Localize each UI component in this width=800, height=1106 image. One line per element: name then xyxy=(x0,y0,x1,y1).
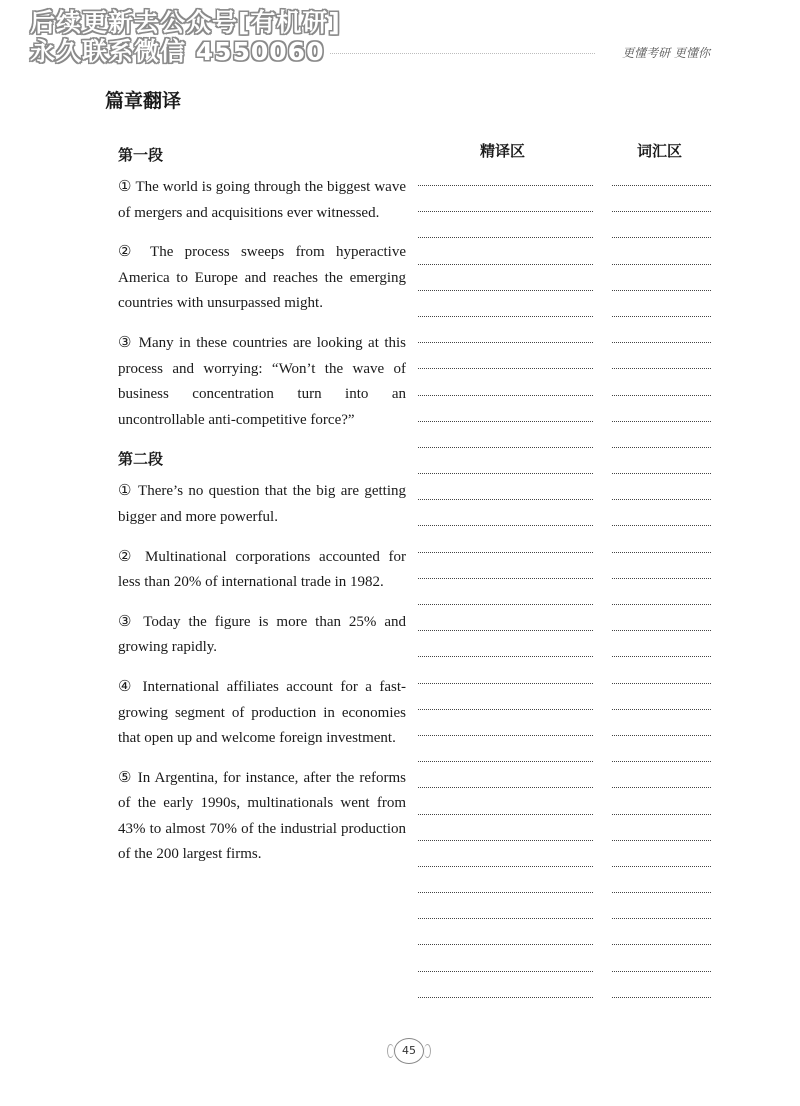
page-number: 45 xyxy=(394,1038,424,1064)
writing-line xyxy=(418,421,593,422)
writing-line xyxy=(612,185,711,186)
writing-line xyxy=(418,447,593,448)
writing-line xyxy=(612,578,711,579)
writing-line xyxy=(612,473,711,474)
writing-line xyxy=(418,552,593,553)
writing-line xyxy=(418,368,593,369)
writing-line xyxy=(418,211,593,212)
writing-line xyxy=(418,473,593,474)
writing-line xyxy=(418,944,593,945)
writing-line xyxy=(612,499,711,500)
section-title: 篇章翻译 xyxy=(105,90,182,112)
writing-line xyxy=(612,892,711,893)
writing-line xyxy=(612,997,711,998)
writing-line xyxy=(418,316,593,317)
writing-line xyxy=(612,264,711,265)
writing-line xyxy=(612,840,711,841)
paragraph-label: 第一段 xyxy=(118,146,164,164)
writing-line xyxy=(418,971,593,972)
writing-line xyxy=(418,604,593,605)
vocabulary-column-header: 词汇区 xyxy=(637,142,683,160)
watermark xyxy=(30,8,350,66)
header-divider xyxy=(330,53,595,54)
writing-line xyxy=(612,918,711,919)
writing-line xyxy=(418,185,593,186)
writing-line xyxy=(418,892,593,893)
writing-line xyxy=(418,525,593,526)
writing-line xyxy=(418,683,593,684)
translation-column-header: 精译区 xyxy=(480,142,526,160)
writing-line xyxy=(612,787,711,788)
writing-line xyxy=(418,237,593,238)
writing-line xyxy=(612,735,711,736)
writing-line xyxy=(612,447,711,448)
writing-line xyxy=(612,971,711,972)
writing-line xyxy=(612,525,711,526)
writing-line xyxy=(418,264,593,265)
writing-line xyxy=(612,709,711,710)
translation-writing-area[interactable] xyxy=(418,185,593,1023)
sentence: ① There’s no question that the big are getting bigger and more powerful. xyxy=(118,483,406,525)
writing-line xyxy=(418,578,593,579)
writing-line xyxy=(418,656,593,657)
writing-line xyxy=(418,499,593,500)
sentence: ③ Today the figure is more than 25% and growing rapidly. xyxy=(118,613,406,656)
sentence: ① The world is going through the biggest wave of mergers and acquisitions ever witnessed. xyxy=(118,179,406,221)
writing-line xyxy=(612,316,711,317)
sentence: ② The process sweeps from hyperactive America to Europe and reaches the emerging countries with unsurpassed might. xyxy=(118,244,406,312)
writing-line xyxy=(612,866,711,867)
header-slogan: 更懂考研 更懂你 xyxy=(622,46,710,60)
sentence: ③ Many in these countries are looking at this process and worrying: “Won’t the wave of business concentration turn into an uncontrollable anti-competitive force?” xyxy=(118,334,406,428)
writing-line xyxy=(612,944,711,945)
writing-line xyxy=(612,683,711,684)
writing-line xyxy=(418,866,593,867)
sentence: ② Multinational corporations accounted for less than 20% of international trade in 1982. xyxy=(118,548,406,591)
writing-line xyxy=(418,735,593,736)
vocabulary-writing-area[interactable] xyxy=(612,185,711,1023)
paragraph-label: 第二段 xyxy=(118,450,164,469)
writing-line xyxy=(612,630,711,631)
writing-line xyxy=(612,552,711,553)
watermark-line-2: 永久联系微信 4550060 xyxy=(30,37,325,66)
writing-line xyxy=(612,290,711,291)
writing-line xyxy=(612,211,711,212)
writing-line xyxy=(418,395,593,396)
writing-line xyxy=(418,814,593,815)
writing-line xyxy=(418,997,593,998)
sentence: ④ International affiliates account for a fast-growing segment of production in economies that open up and welcome foreign investment. xyxy=(118,678,406,747)
writing-line xyxy=(612,421,711,422)
writing-line xyxy=(612,368,711,369)
writing-line xyxy=(612,656,711,657)
watermark-line-1: 后续更新去公众号[有机研] xyxy=(30,8,341,37)
writing-line xyxy=(418,918,593,919)
writing-line xyxy=(418,709,593,710)
writing-line xyxy=(418,840,593,841)
writing-line xyxy=(418,342,593,343)
writing-line xyxy=(612,604,711,605)
writing-line xyxy=(612,237,711,238)
writing-line xyxy=(418,630,593,631)
writing-line xyxy=(612,814,711,815)
writing-line xyxy=(612,395,711,396)
writing-line xyxy=(418,787,593,788)
writing-line xyxy=(418,761,593,762)
writing-line xyxy=(612,761,711,762)
writing-line xyxy=(418,290,593,291)
source-text-column xyxy=(118,143,406,882)
writing-line xyxy=(612,342,711,343)
sentence: ⑤ In Argentina, for instance, after the reforms of the early 1990s, multinationals went from 43% to almost 70% of the industrial production of the 200 largest firms. xyxy=(118,769,406,863)
